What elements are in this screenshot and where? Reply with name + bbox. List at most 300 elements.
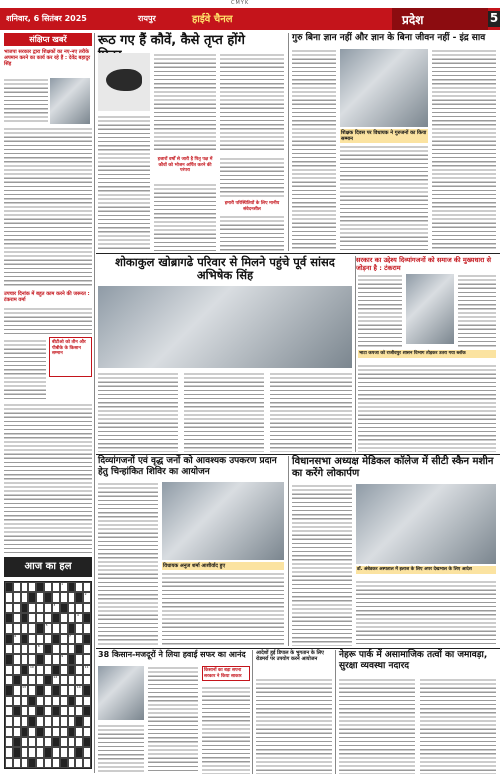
crossword-cell <box>21 737 29 747</box>
crossword-cell <box>68 634 76 644</box>
crossword-cell <box>5 675 13 685</box>
crossword-cell <box>21 747 29 757</box>
crossword-cell <box>28 706 36 716</box>
crossword-number: 11 <box>84 664 89 669</box>
crossword-cell <box>28 727 36 737</box>
crossword-cell <box>44 727 52 737</box>
crossword-cell <box>28 696 36 706</box>
brief-text <box>4 78 48 124</box>
crossword-cell <box>13 706 21 716</box>
crossword-cell <box>21 727 29 737</box>
crossword-cell <box>13 634 21 644</box>
crossword-cell <box>13 644 21 654</box>
crossword-cell <box>75 582 83 592</box>
kisan-subhead: किसानों का बड़ा सपना सरकार ने किया साकार <box>202 666 250 681</box>
crossword-cell <box>5 747 13 757</box>
crossword-cell <box>75 603 83 613</box>
crossword-cell <box>13 623 21 633</box>
crossword-cell <box>21 675 29 685</box>
guru-text <box>340 145 428 251</box>
print-marks-bar <box>0 0 500 8</box>
crossword-cell <box>75 685 83 695</box>
page-number: 5 <box>489 11 499 25</box>
crossword-cell <box>28 716 36 726</box>
column-divider <box>252 650 253 774</box>
crossword-cell <box>60 582 68 592</box>
crossword-cell <box>83 685 91 695</box>
crossword-cell <box>68 675 76 685</box>
crossword-number: 5 <box>45 623 48 628</box>
crossword-cell <box>13 716 21 726</box>
crossword-cell <box>28 592 36 602</box>
crow-photo <box>98 53 150 111</box>
crossword-cell <box>68 747 76 757</box>
nehru-story <box>339 650 496 774</box>
guru-story <box>292 33 496 251</box>
crossword-cell <box>5 727 13 737</box>
guru-headline: गुरु बिना ज्ञान नहीं और ज्ञान के बिना जीवन नहीं - इंद्र साव <box>292 33 486 43</box>
crossword-cell <box>21 716 29 726</box>
crossword-cell <box>75 706 83 716</box>
brief-photo <box>50 78 90 124</box>
crossword-cell <box>60 665 68 675</box>
crossword-cell <box>36 747 44 757</box>
crossword-number: 8 <box>37 643 40 648</box>
crossword-cell <box>44 716 52 726</box>
crossword-cell <box>52 706 60 716</box>
crossword-cell <box>5 623 13 633</box>
crossword-cell <box>52 613 60 623</box>
crossword-cell <box>36 727 44 737</box>
crossword-number: 6 <box>14 633 17 638</box>
crow-text <box>154 183 216 251</box>
issue-date: शनिवार, 6 सितंबर 2025 <box>6 14 87 23</box>
crossword-cell <box>83 582 91 592</box>
crossword-cell <box>5 665 13 675</box>
crow-story <box>98 33 284 251</box>
crossword-cell <box>13 675 21 685</box>
crow-text <box>98 115 150 251</box>
crossword-cell <box>21 634 29 644</box>
shok-photo <box>98 286 352 368</box>
crossword-cell <box>68 592 76 602</box>
crossword-number: 4 <box>76 612 79 617</box>
crossword-cell <box>83 665 91 675</box>
crossword-cell <box>36 716 44 726</box>
vidhan-story <box>292 456 496 646</box>
crossword-cell <box>75 696 83 706</box>
crossword-cell <box>28 654 36 664</box>
crossword-cell <box>83 644 91 654</box>
crossword-cell <box>28 758 36 768</box>
crossword-cell <box>44 758 52 768</box>
crossword-cell <box>52 685 60 695</box>
crossword-cell <box>13 613 21 623</box>
nehru-text <box>420 678 496 774</box>
crossword-cell <box>75 592 83 602</box>
crossword-cell <box>83 613 91 623</box>
column-divider <box>335 650 336 774</box>
crow-icon <box>106 69 142 91</box>
crossword-cell <box>5 685 13 695</box>
aadesh-story <box>256 650 332 774</box>
crossword-cell <box>44 634 52 644</box>
crossword-cell <box>44 623 52 633</box>
sarkar-text <box>458 274 496 348</box>
crossword-cell <box>75 675 83 685</box>
crossword-number: 2 <box>84 592 87 597</box>
crossword-cell <box>60 758 68 768</box>
crossword-number: 1 <box>61 582 64 586</box>
crossword-cell <box>52 603 60 613</box>
crossword-number: 14 <box>76 685 81 690</box>
crossword-cell <box>13 592 21 602</box>
crow-headline: रूठ गए हैं कौवें, कैसे तृप्त होंगे <box>98 33 245 48</box>
crossword-cell <box>13 603 21 613</box>
crossword-cell <box>75 654 83 664</box>
crossword-cell <box>13 654 21 664</box>
crossword-cell <box>83 706 91 716</box>
crossword-cell <box>36 706 44 716</box>
column-divider <box>94 33 95 773</box>
crossword-cell <box>52 644 60 654</box>
column-divider <box>288 456 289 646</box>
crossword-cell <box>5 592 13 602</box>
crossword-cell <box>44 592 52 602</box>
crossword-cell <box>68 706 76 716</box>
crossword-cell <box>75 613 83 623</box>
crossword-cell <box>83 675 91 685</box>
crossword-cell <box>83 737 91 747</box>
crossword-cell <box>28 644 36 654</box>
crossword-cell <box>44 696 52 706</box>
crossword-cell <box>36 758 44 768</box>
crossword-cell <box>60 675 68 685</box>
kisan-text <box>148 666 198 774</box>
brief-headline: भाजपा सरकार द्वारा शिक्षकों का नए-नए तरीके अपमान करने का कार्य कर रहे हैं : देवेंद्र बहादुर सिंह <box>4 49 91 67</box>
crossword-cell <box>28 613 36 623</box>
sarkar-photo <box>406 274 454 344</box>
crossword-cell <box>52 716 60 726</box>
crossword-cell <box>75 737 83 747</box>
crow-text <box>220 215 284 251</box>
crossword-cell <box>21 665 29 675</box>
crossword-cell <box>36 654 44 664</box>
crossword-cell <box>36 634 44 644</box>
crossword-cell <box>21 623 29 633</box>
crossword-cell <box>68 716 76 726</box>
vidhan-photo <box>356 484 496 564</box>
crossword-number: 13 <box>22 685 26 690</box>
crossword-cell <box>28 665 36 675</box>
crossword-cell <box>83 758 91 768</box>
kisan-story <box>98 650 250 774</box>
section-divider <box>96 648 500 649</box>
crossword-cell <box>21 613 29 623</box>
crossword-cell <box>52 592 60 602</box>
crossword-cell <box>5 613 13 623</box>
nehru-text <box>339 678 415 774</box>
nehru-headline: नेहरू पार्क में असामाजिक तत्वों का जमावड़ा, सुरक्षा व्यवस्था नदारद <box>339 650 488 671</box>
crossword-cell <box>68 603 76 613</box>
crossword-cell <box>52 727 60 737</box>
crossword-cell <box>52 696 60 706</box>
crossword-cell <box>36 685 44 695</box>
crossword-number: 3 <box>53 602 56 607</box>
vidhan-caption: डॉ. अंबेडकर अस्पताल में इलाज के लिए अपर देखभाल के लिए आदेश <box>356 566 496 574</box>
brand-name: हाईवे चैनल <box>192 14 233 25</box>
crossword-cell <box>28 634 36 644</box>
crossword-cell <box>60 727 68 737</box>
crossword-cell <box>13 696 21 706</box>
divyang-headline: दिव्यांगजनों एवं वृद्ध जनों को आवश्यक उपकरण प्रदान हेतु चिन्हांकित शिविर का आयोजन <box>98 456 277 477</box>
masthead <box>0 8 500 30</box>
crossword-cell <box>44 747 52 757</box>
crossword-cell <box>52 665 60 675</box>
crossword-cell <box>21 654 29 664</box>
briefs-box-title: संक्षिप्त खबरें <box>4 33 92 46</box>
crossword-cell <box>83 727 91 737</box>
crossword-number: 12 <box>53 674 58 679</box>
section-divider <box>96 454 500 455</box>
crossword-cell <box>75 758 83 768</box>
crossword-cell <box>52 582 60 592</box>
kisan-text <box>98 724 144 774</box>
vidhan-text <box>356 580 496 646</box>
shok-text <box>184 372 264 452</box>
vidhan-headline: विधानसभा अध्यक्ष मेडिकल कॉलेज में सीटी स्कैन मशीन का करेंगे लोकार्पण <box>292 456 494 479</box>
crossword-cell <box>83 603 91 613</box>
crossword-cell <box>83 696 91 706</box>
crossword-cell <box>60 685 68 695</box>
crossword-cell <box>83 654 91 664</box>
crossword-cell <box>68 665 76 675</box>
crossword-cell <box>60 644 68 654</box>
shok-text <box>98 372 178 452</box>
mini-box <box>49 337 92 377</box>
crossword-cell <box>60 592 68 602</box>
crossword-cell <box>68 727 76 737</box>
crossword-cell <box>5 716 13 726</box>
left-column <box>4 33 92 773</box>
brief-text <box>4 339 46 399</box>
guru-caption: शिक्षक दिवस पर विधायक ने गुरुजनों का किया सम्मान <box>341 130 427 142</box>
crossword-cell <box>44 737 52 747</box>
crossword-cell <box>60 634 68 644</box>
crossword-cell <box>21 582 29 592</box>
crossword-cell <box>28 582 36 592</box>
aadesh-text <box>256 678 332 774</box>
crossword-cell <box>44 582 52 592</box>
vidhan-text <box>292 484 352 646</box>
crossword-cell <box>75 716 83 726</box>
crossword-cell <box>5 737 13 747</box>
crossword-cell <box>28 747 36 757</box>
crossword-number: 7 <box>69 633 71 638</box>
section-divider <box>96 253 500 254</box>
crossword-cell <box>28 623 36 633</box>
crossword-cell <box>44 675 52 685</box>
crossword-cell <box>36 696 44 706</box>
crossword-cell <box>83 747 91 757</box>
crossword-cell <box>21 644 29 654</box>
crossword-cell <box>75 747 83 757</box>
crossword-cell <box>68 685 76 695</box>
crossword-cell <box>36 603 44 613</box>
crossword-cell <box>60 696 68 706</box>
crossword-cell <box>36 623 44 633</box>
crossword-cell <box>60 716 68 726</box>
crossword-cell <box>13 665 21 675</box>
crossword-cell <box>36 737 44 747</box>
sarkar-text <box>358 274 402 348</box>
guru-text <box>292 49 336 251</box>
crossword-cell <box>52 623 60 633</box>
crossword-cell <box>68 644 76 654</box>
crossword-cell <box>5 654 13 664</box>
crossword-cell <box>5 758 13 768</box>
crossword-number: 10 <box>29 664 34 669</box>
crossword-cell <box>83 623 91 633</box>
crossword-cell <box>36 675 44 685</box>
puzzle-title: आज का हल <box>4 557 92 577</box>
crossword-cell <box>60 603 68 613</box>
column-divider <box>288 33 289 251</box>
crossword-cell <box>68 737 76 747</box>
crossword-cell <box>75 623 83 633</box>
crossword-cell <box>44 654 52 664</box>
crossword-cell <box>5 696 13 706</box>
crossword-cell <box>21 685 29 695</box>
crow-text <box>220 157 284 199</box>
crossword-cell <box>5 582 13 592</box>
divyang-text <box>98 482 158 646</box>
crossword-cell <box>28 737 36 747</box>
brief-text <box>4 403 92 553</box>
crossword-cell <box>68 758 76 768</box>
crossword-number: 9 <box>61 654 64 659</box>
crossword-cell <box>21 758 29 768</box>
crossword-cell <box>5 603 13 613</box>
mini-headline: बीटीओ को तीन और पीबीके के किसान सम्मान <box>52 340 86 356</box>
crossword-cell <box>13 685 21 695</box>
crossword-cell <box>44 603 52 613</box>
shok-headline: शोकाकुल खोब्रागढे परिवार से मिलने पहुंचे पूर्व सांसद अभिषेक सिंह <box>115 255 335 282</box>
section-tab <box>392 8 488 30</box>
crossword-cell <box>13 747 21 757</box>
crossword-cell <box>28 603 36 613</box>
crow-text <box>220 53 284 153</box>
crossword-cell <box>83 592 91 602</box>
crow-text <box>154 53 216 153</box>
crossword-grid <box>4 581 92 769</box>
kisan-text <box>202 686 250 774</box>
crossword-cell <box>68 613 76 623</box>
crossword-cell <box>44 665 52 675</box>
crossword-cell <box>60 747 68 757</box>
crossword-cell <box>75 634 83 644</box>
crossword-cell <box>21 706 29 716</box>
crossword-cell <box>21 592 29 602</box>
crossword-cell <box>5 634 13 644</box>
crossword-cell <box>75 665 83 675</box>
crossword-cell <box>68 654 76 664</box>
crossword-cell <box>13 727 21 737</box>
guru-text <box>432 49 496 251</box>
brief-text <box>4 307 92 335</box>
crossword-cell <box>68 582 76 592</box>
crossword-cell <box>83 716 91 726</box>
divyang-text <box>162 572 284 646</box>
sarkar-text <box>358 364 496 452</box>
issue-city: रायपुर <box>138 14 156 23</box>
crossword-cell <box>13 737 21 747</box>
crossword-cell <box>60 737 68 747</box>
cmyk-label: CMYK <box>231 0 250 6</box>
crossword-cell <box>13 758 21 768</box>
crossword-cell <box>75 727 83 737</box>
sarkar-story <box>358 256 496 452</box>
divyang-photo <box>162 482 284 560</box>
crossword-cell <box>83 634 91 644</box>
crossword-cell <box>36 582 44 592</box>
divyang-caption: विधायक अनुज शर्मा आशीर्वाद हुए <box>162 562 284 570</box>
crossword-cell <box>52 737 60 747</box>
crossword-cell <box>5 706 13 716</box>
crossword-cell <box>60 623 68 633</box>
crossword-cell <box>52 675 60 685</box>
brief-headline: उपचार दिनांक में बहुत काम करने की जरूरत : टंकराम वर्मा <box>4 291 90 303</box>
guru-photo <box>340 49 428 127</box>
crossword-cell <box>52 654 60 664</box>
crossword-cell <box>52 634 60 644</box>
crossword-cell <box>5 644 13 654</box>
crossword-cell <box>44 644 52 654</box>
crossword-cell <box>36 613 44 623</box>
crossword-cell <box>28 685 36 695</box>
crossword-cell <box>36 644 44 654</box>
aadesh-headline: आदेशों हुई डिपाल के भुगतान के लिए रोडमर्रा पर उपयोग करने आयोजन <box>256 650 324 662</box>
crossword-cell <box>52 758 60 768</box>
brief-text <box>4 127 92 287</box>
divyang-story <box>98 456 284 646</box>
shok-story <box>98 256 352 452</box>
kisan-photo <box>98 666 144 720</box>
crossword-cell <box>13 582 21 592</box>
crossword-cell <box>21 603 29 613</box>
column-divider <box>355 256 356 452</box>
crossword-cell <box>36 592 44 602</box>
crossword-cell <box>68 696 76 706</box>
crossword-cell <box>28 675 36 685</box>
crossword-cell <box>36 665 44 675</box>
crossword-cell <box>60 613 68 623</box>
crossword-cell <box>75 644 83 654</box>
sarkar-headline: सरकार का उद्देश्य दिव्यांगजनों को समाज की मुख्यधारा से जोड़ना है : टंकराम <box>356 256 492 272</box>
sarkar-caption: भाटा कपजा को राजीवपुर शासन विभाग तोड़कर उतरा गया ब्लॉक <box>358 350 496 358</box>
kisan-headline: 38 किसान-मजदूरों ने लिया हवाई सफर का आनंद <box>98 650 246 659</box>
crossword-cell <box>60 706 68 716</box>
crow-subhead: हजारों वर्षों से जारी है पितृ पक्ष में कौवों को भोजन अर्पित करने की परंपरा <box>157 157 213 173</box>
crow-subhead: हमारी परिस्थितियों के लिए मानीय संवेदनशील <box>224 201 280 212</box>
crossword-cell <box>21 696 29 706</box>
crossword-cell <box>44 613 52 623</box>
shok-text <box>270 372 352 452</box>
crossword-cell <box>68 623 76 633</box>
crossword-cell <box>60 654 68 664</box>
section-title: प्रदेश <box>402 13 424 27</box>
crossword-cell <box>52 747 60 757</box>
